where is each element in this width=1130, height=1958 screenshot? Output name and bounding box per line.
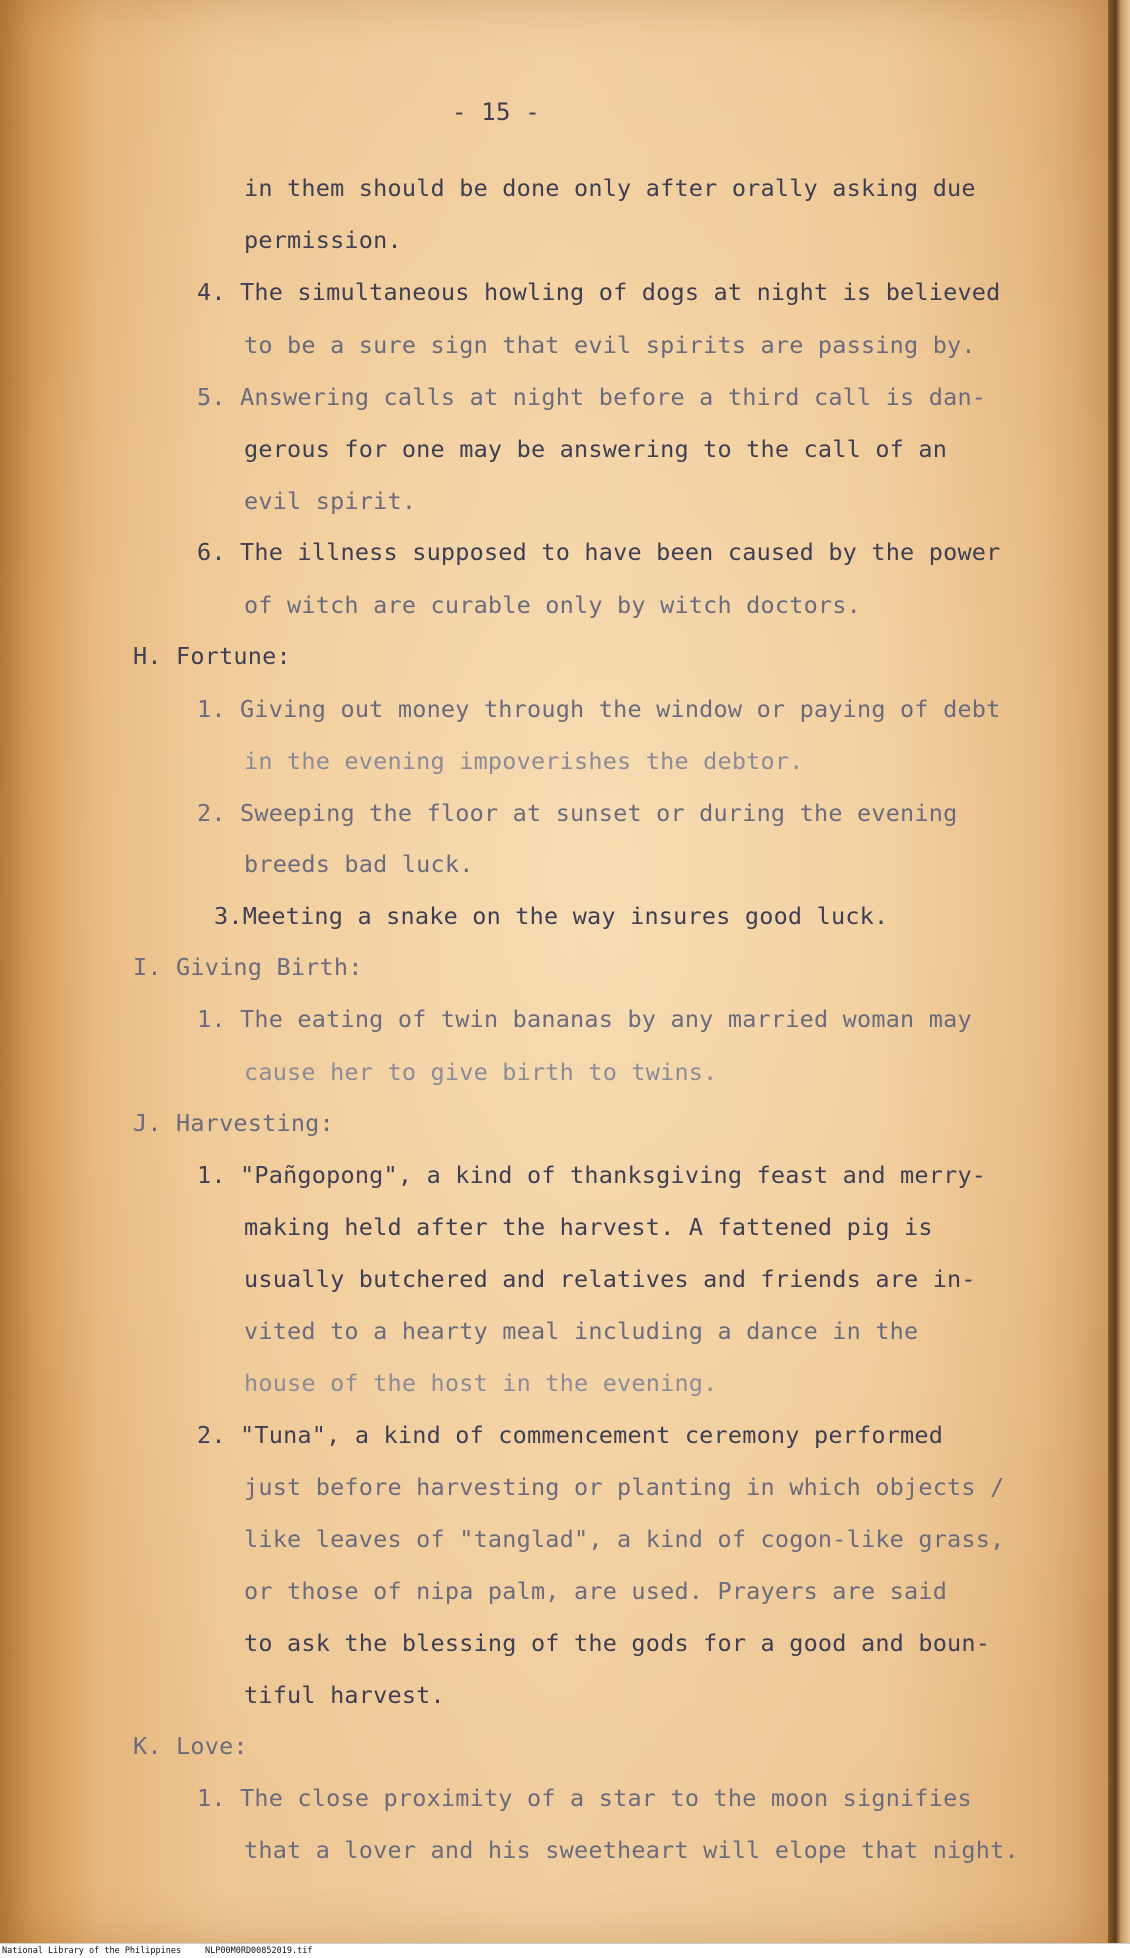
text-line: 1. "Pañgopong", a kind of thanksgiving feast and merry- (197, 1161, 987, 1189)
text-line: vited to a hearty meal including a dance in the (244, 1317, 919, 1345)
text-line: permission. (244, 226, 402, 254)
footer-file-id: NLP00M0RD00852019.tif (205, 1946, 313, 1956)
text-line: cause her to give birth to twins. (244, 1058, 718, 1086)
text-line: 1. The close proximity of a star to the moon signifies (197, 1784, 972, 1812)
section-heading: J. Harvesting: (133, 1109, 334, 1137)
text-line: tiful harvest. (244, 1681, 445, 1709)
section-heading: H. Fortune: (133, 642, 291, 670)
text-line: that a lover and his sweetheart will elope that night. (244, 1836, 1019, 1864)
text-line: 2. "Tuna", a kind of commencement ceremony performed (197, 1421, 944, 1449)
text-line: just before harvesting or planting in which objects / (244, 1473, 1005, 1501)
text-line: to ask the blessing of the gods for a good and boun- (244, 1629, 991, 1657)
text-line: 1. The eating of twin bananas by any married woman may (197, 1005, 972, 1033)
footer-library-name: National Library of the Philippines (2, 1946, 182, 1956)
text-line: house of the host in the evening. (244, 1369, 718, 1397)
text-line: 2. Sweeping the floor at sunset or during the evening (197, 799, 958, 827)
scan-footer (0, 1943, 1130, 1958)
section-heading: I. Giving Birth: (133, 953, 363, 981)
text-line: breeds bad luck. (244, 850, 474, 878)
text-line: 6. The illness supposed to have been caused by the power (197, 538, 1001, 566)
text-line: in the evening impoverishes the debtor. (244, 747, 804, 775)
page-number: - 15 - (452, 98, 540, 126)
text-line: to be a sure sign that evil spirits are passing by. (244, 331, 976, 359)
text-line: usually butchered and relatives and friends are in- (244, 1265, 976, 1293)
text-line: in them should be done only after orally asking due (244, 174, 976, 202)
text-line: gerous for one may be answering to the call of an (244, 435, 948, 463)
text-line: 5. Answering calls at night before a third call is dan- (197, 383, 987, 411)
text-line: evil spirit. (244, 487, 417, 515)
text-line: making held after the harvest. A fattened pig is (244, 1213, 933, 1241)
text-line: 4. The simultaneous howling of dogs at night is believed (197, 278, 1001, 306)
text-line: 3.Meeting a snake on the way insures good luck. (214, 902, 889, 930)
page-binding-edge (1108, 0, 1130, 1944)
section-heading: K. Love: (133, 1732, 248, 1760)
text-line: 1. Giving out money through the window or paying of debt (197, 695, 1001, 723)
text-line: or those of nipa palm, are used. Prayers are said (244, 1577, 948, 1605)
text-line: like leaves of "tanglad", a kind of cogon-like grass, (244, 1525, 1005, 1553)
text-line: of witch are curable only by witch doctors. (244, 591, 861, 619)
